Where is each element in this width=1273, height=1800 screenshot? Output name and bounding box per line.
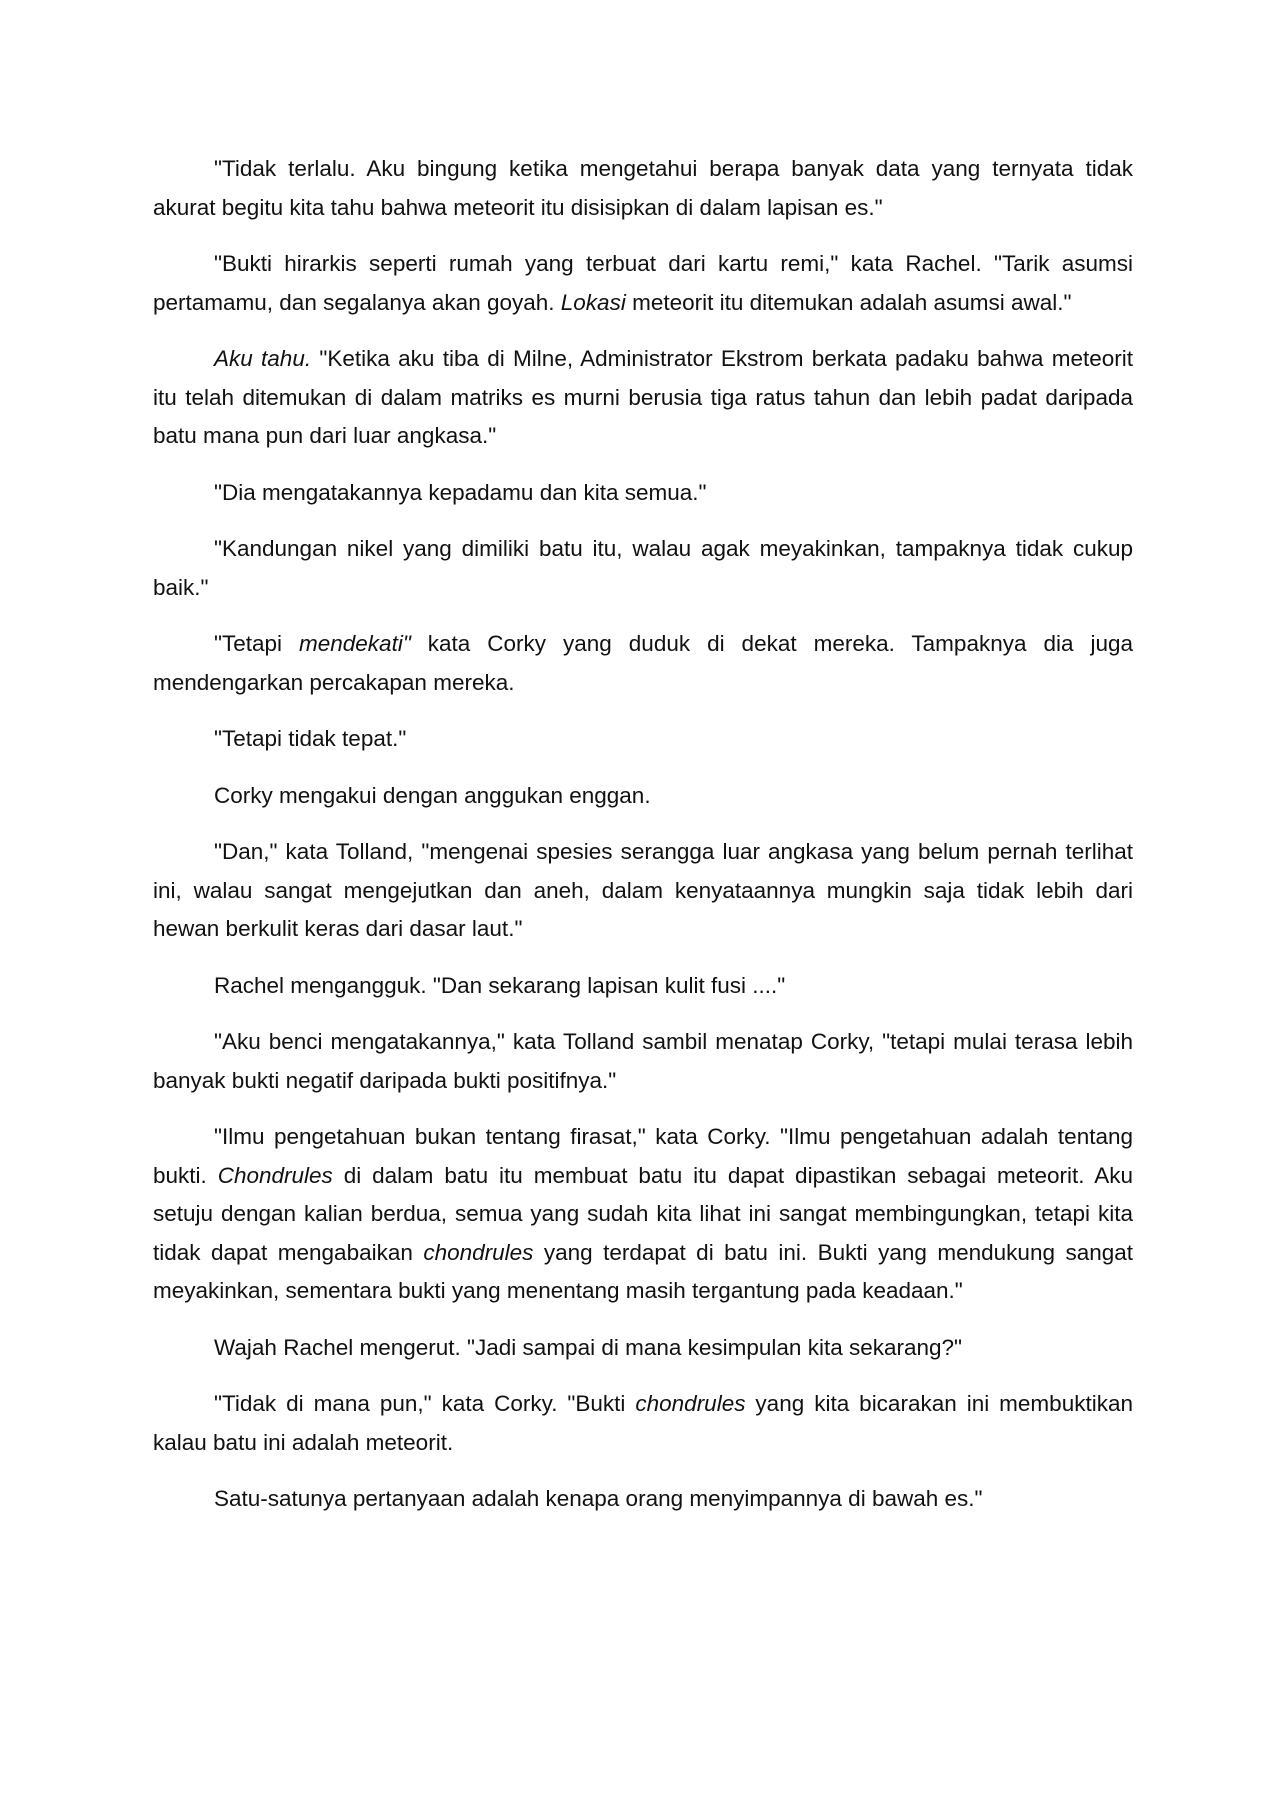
text-run: yang kita bicarakan ini membuktikan kalau batu ini adalah meteorit. bbox=[153, 1391, 1133, 1455]
text-run: "Kandungan nikel yang dimiliki batu itu, walau agak meyakinkan, tampaknya tidak cukup baik." bbox=[153, 536, 1133, 600]
text-run: "Tidak di mana pun," kata Corky. "Bukti bbox=[214, 1391, 636, 1416]
paragraph bbox=[153, 625, 1133, 702]
italic-text: mendekati" bbox=[299, 631, 411, 656]
text-run: Satu-satunya pertanyaan adalah kenapa orang menyimpannya di bawah es." bbox=[214, 1486, 983, 1511]
paragraph bbox=[153, 1023, 1133, 1100]
paragraph bbox=[153, 150, 1133, 227]
text-run: "Tidak terlalu. Aku bingung ketika mengetahui berapa banyak data yang ternyata tidak akurat begitu kita tahu bahwa meteorit itu disisipkan di dalam lapisan es." bbox=[153, 156, 1133, 220]
text-run: "Ketika aku tiba di Milne, Administrator Ekstrom berkata padaku bahwa meteorit itu telah ditemukan di dalam matriks es murni berusia tiga ratus tahun dan lebih padat daripada batu mana pun dari luar angkasa." bbox=[153, 346, 1133, 448]
paragraph bbox=[153, 833, 1133, 949]
paragraph bbox=[153, 1329, 1133, 1368]
paragraph bbox=[153, 777, 1133, 816]
italic-text: Lokasi bbox=[560, 289, 626, 315]
italic-text: Chondrules bbox=[217, 1162, 333, 1188]
text-run: "Aku benci mengatakannya," kata Tolland sambil menatap Corky, "tetapi mulai terasa lebih banyak bukti negatif daripada bukti positifnya." bbox=[153, 1029, 1133, 1093]
italic-text: chondrules bbox=[423, 1239, 534, 1265]
text-run: yang terdapat di batu ini. Bukti yang mendukung sangat meyakinkan, sementara bukti yang menentang masih tergantung pada keadaan." bbox=[153, 1239, 1133, 1303]
text-run: "Tetapi tidak tepat." bbox=[214, 726, 407, 751]
text-run: kata Corky yang duduk di dekat mereka. Tampaknya dia juga mendengarkan percakapan mereka. bbox=[153, 631, 1133, 695]
paragraph bbox=[153, 1480, 1133, 1519]
text-run: di dalam batu itu membuat batu itu dapat dipastikan sebagai meteorit. Aku setuju dengan kalian berdua, semua yang sudah kita lihat ini sangat membingungkan, tetapi kita tidak dapat mengabaikan bbox=[153, 1162, 1134, 1265]
paragraph bbox=[153, 967, 1133, 1006]
text-run: "Dia mengatakannya kepadamu dan kita semua." bbox=[214, 479, 707, 505]
paragraph bbox=[153, 720, 1133, 759]
document-page bbox=[153, 150, 1133, 1537]
paragraph bbox=[153, 340, 1133, 456]
paragraph bbox=[153, 474, 1133, 513]
text-run: "Tetapi bbox=[214, 631, 300, 656]
paragraph bbox=[153, 245, 1133, 322]
paragraph bbox=[153, 530, 1133, 607]
text-run: meteorit itu ditemukan adalah asumsi awal." bbox=[625, 289, 1072, 315]
text-run: "Ilmu pengetahuan bukan tentang firasat," kata Corky. "Ilmu pengetahuan adalah tentang bukti. bbox=[153, 1124, 1133, 1188]
text-run: "Dan," kata Tolland, "mengenai spesies serangga luar angkasa yang belum pernah terlihat ini, walau sangat mengejutkan dan aneh, dalam kenyataannya mungkin saja tidak lebih dari hewan berkulit keras dari dasar laut." bbox=[153, 839, 1133, 941]
text-run: Rachel mengangguk. "Dan sekarang lapisan kulit fusi ...." bbox=[214, 972, 786, 998]
text-run: Corky mengakui dengan anggukan enggan. bbox=[214, 782, 651, 808]
text-run: Wajah Rachel mengerut. "Jadi sampai di mana kesimpulan kita sekarang?" bbox=[214, 1334, 963, 1360]
italic-text: Aku tahu. bbox=[214, 346, 312, 371]
italic-text: chondrules bbox=[635, 1391, 746, 1416]
paragraph bbox=[153, 1385, 1133, 1462]
text-run: "Bukti hirarkis seperti rumah yang terbuat dari kartu remi," kata Rachel. "Tarik asumsi pertamamu, dan segalanya akan goyah. bbox=[153, 251, 1133, 315]
paragraph bbox=[153, 1118, 1133, 1311]
